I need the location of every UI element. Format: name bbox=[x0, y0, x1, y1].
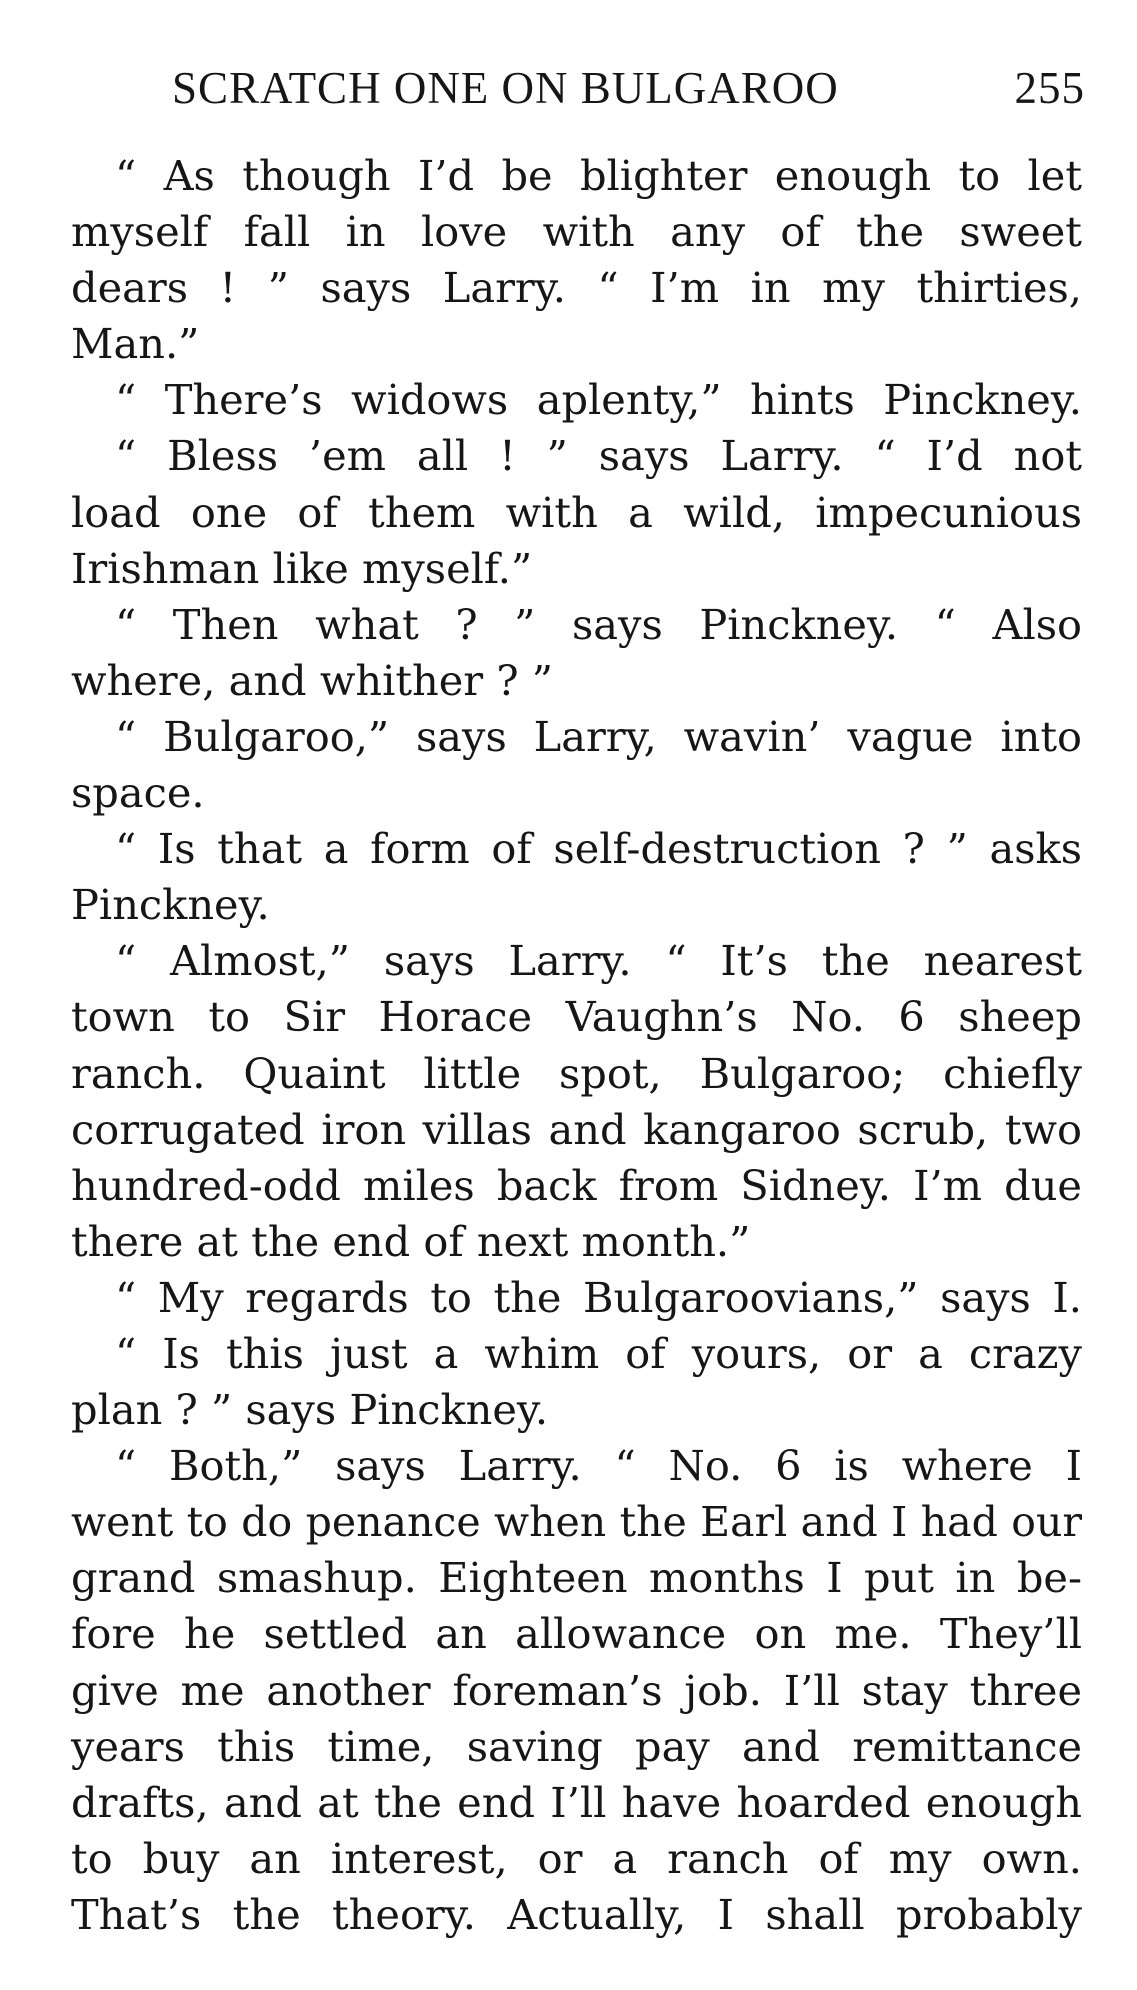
page-number: 255 bbox=[1014, 63, 1085, 113]
text-line: That’s the theory. Actually, I shall probably bbox=[71, 1889, 1082, 1939]
running-head: SCRATCH ONE ON BULGAROO bbox=[172, 63, 839, 113]
text-line: “ Is that a form of self-destruction ? ” asks bbox=[115, 824, 1082, 874]
text-line: went to do penance when the Earl and I had our bbox=[71, 1498, 1082, 1547]
text-line: where, and whither ? ” bbox=[71, 655, 553, 705]
text-line: “ There’s widows aplenty,” hints Pinckney. bbox=[115, 375, 1082, 425]
text-line: drafts, and at the end I’ll have hoarded enough bbox=[71, 1777, 1082, 1827]
text-line: Man.” bbox=[71, 319, 200, 369]
text-line: to buy an interest, or a ranch of my own. bbox=[71, 1833, 1082, 1883]
text-line: “ Is this just a whim of yours, or a crazy bbox=[115, 1328, 1082, 1378]
body-text bbox=[71, 148, 1082, 1943]
text-line: “ My regards to the Bulgaroovians,” says I. bbox=[115, 1272, 1082, 1322]
text-line: there at the end of next month.” bbox=[71, 1216, 751, 1266]
text-line: “ Bless ’em all ! ” says Larry. “ I’d not bbox=[115, 431, 1082, 481]
text-line: Pinckney. bbox=[71, 880, 270, 930]
text-line: myself fall in love with any of the sweet bbox=[71, 207, 1082, 257]
text-line: hundred-odd miles back from Sidney. I’m due bbox=[71, 1160, 1082, 1210]
text-line: “ As though I’d be blighter enough to let bbox=[115, 151, 1082, 200]
text-line: dears ! ” says Larry. “ I’m in my thirties, bbox=[71, 263, 1082, 313]
page-header bbox=[172, 62, 1085, 118]
text-line: years this time, saving pay and remittance bbox=[71, 1721, 1082, 1771]
text-line: corrugated iron villas and kangaroo scrub, two bbox=[71, 1104, 1082, 1154]
text-line: fore he settled an allowance on me. They’ll bbox=[71, 1609, 1082, 1659]
text-line: ranch. Quaint little spot, Bulgaroo; chiefly bbox=[71, 1048, 1082, 1098]
text-line: grand smashup. Eighteen months I put in be- bbox=[71, 1553, 1082, 1603]
text-line: “ Bulgaroo,” says Larry, wavin’ vague into bbox=[115, 711, 1082, 761]
text-line: town to Sir Horace Vaughn’s No. 6 sheep bbox=[71, 992, 1082, 1042]
text-line: “ Then what ? ” says Pinckney. “ Also bbox=[115, 599, 1082, 649]
text-line: Irishman like myself.” bbox=[71, 543, 533, 593]
text-line: space. bbox=[71, 768, 205, 818]
text-line: “ Almost,” says Larry. “ It’s the nearest bbox=[115, 936, 1082, 986]
text-line: give me another foreman’s job. I’ll stay three bbox=[71, 1665, 1082, 1715]
text-line: load one of them with a wild, impecunious bbox=[71, 487, 1082, 537]
text-line: “ Both,” says Larry. “ No. 6 is where I bbox=[115, 1441, 1082, 1491]
text-line: plan ? ” says Pinckney. bbox=[71, 1385, 549, 1435]
